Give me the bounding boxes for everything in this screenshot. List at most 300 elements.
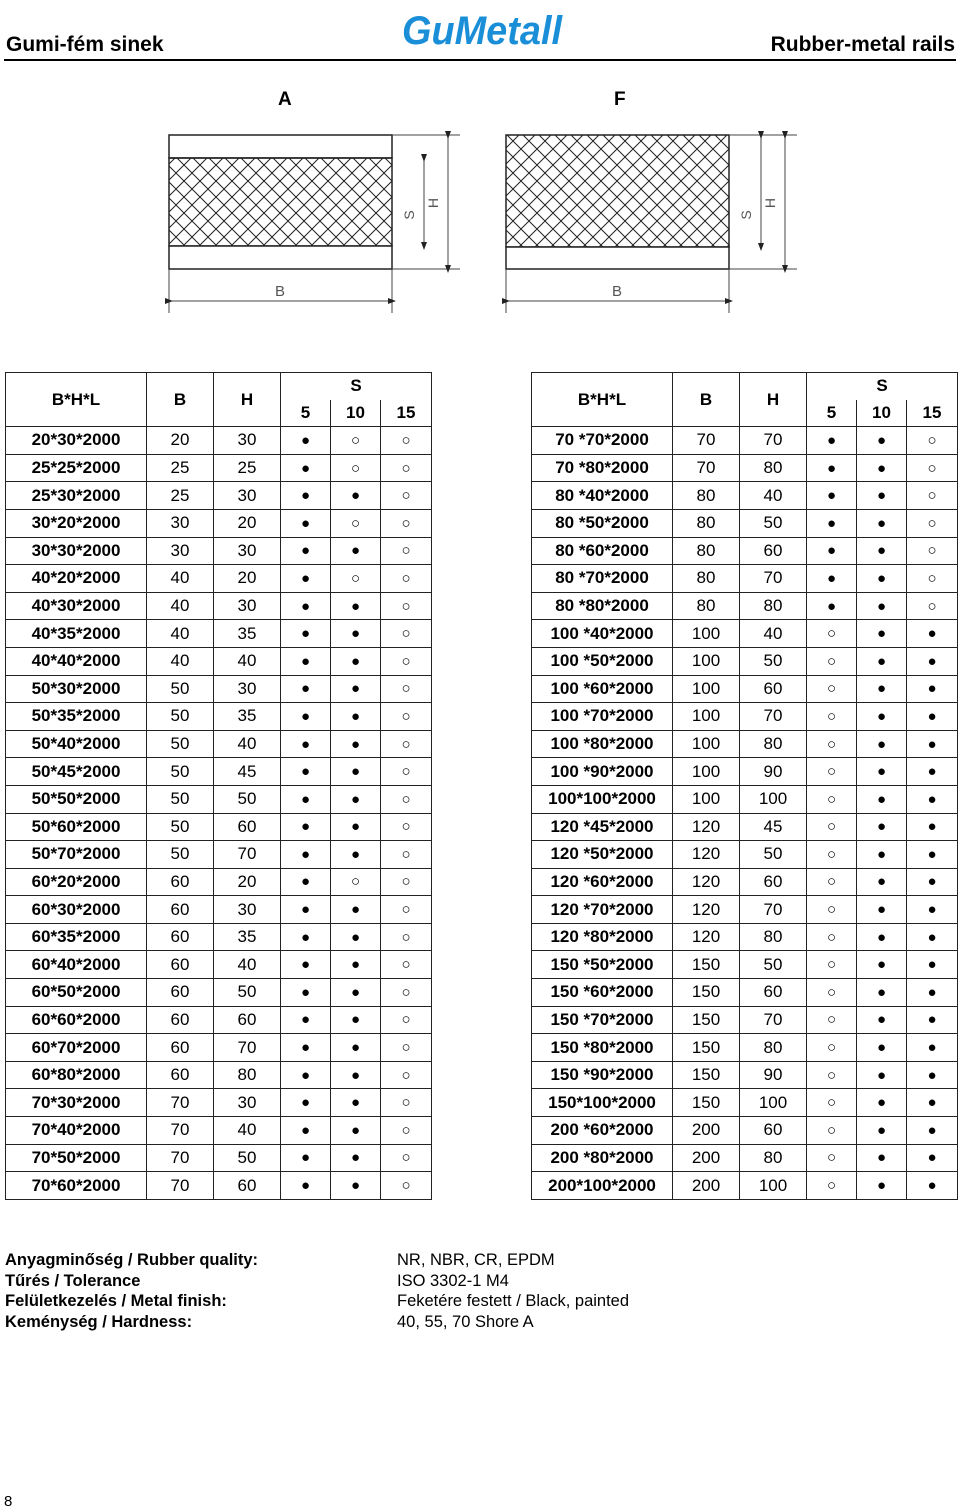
table-row — [532, 565, 958, 593]
table-row — [532, 979, 958, 1007]
cell-h: 45 — [214, 758, 281, 786]
table-row — [6, 1172, 432, 1200]
cell-b: 150 — [673, 951, 740, 979]
cell-b: 100 — [673, 785, 740, 813]
cell-h: 60 — [214, 1006, 281, 1034]
cell-h: 50 — [740, 509, 807, 537]
table-row — [532, 427, 958, 455]
cell-h: 60 — [740, 1117, 807, 1145]
cell-s5: ○ — [807, 1061, 857, 1089]
col-header-code: B*H*L — [6, 373, 147, 427]
cell-code: 100 *50*2000 — [532, 647, 673, 675]
cell-s15: ○ — [381, 951, 432, 979]
cell-s10: ● — [331, 923, 381, 951]
cell-code: 40*35*2000 — [6, 620, 147, 648]
cell-s5: ○ — [807, 730, 857, 758]
cell-b: 120 — [673, 868, 740, 896]
cell-code: 120 *80*2000 — [532, 923, 673, 951]
cell-h: 35 — [214, 923, 281, 951]
cell-h: 50 — [740, 951, 807, 979]
cell-b: 60 — [147, 1061, 214, 1089]
cell-s15: ○ — [381, 1006, 432, 1034]
table-row — [532, 509, 958, 537]
cell-s5: ● — [281, 841, 331, 869]
cell-s10: ● — [857, 592, 907, 620]
cell-s15: ○ — [907, 537, 958, 565]
cell-s5: ● — [281, 923, 331, 951]
cell-s15: ● — [907, 703, 958, 731]
col-header-s15: 15 — [381, 400, 432, 427]
table-row — [6, 813, 432, 841]
cell-b: 50 — [147, 703, 214, 731]
cell-b: 30 — [147, 509, 214, 537]
cell-s5: ● — [281, 537, 331, 565]
cell-s5: ● — [807, 565, 857, 593]
cell-code: 60*80*2000 — [6, 1061, 147, 1089]
cell-s15: ○ — [381, 675, 432, 703]
cell-s10: ● — [331, 1089, 381, 1117]
cell-code: 150 *90*2000 — [532, 1061, 673, 1089]
cell-s10: ● — [331, 896, 381, 924]
cell-code: 40*30*2000 — [6, 592, 147, 620]
cell-h: 60 — [740, 868, 807, 896]
cell-s10: ● — [857, 565, 907, 593]
cell-s5: ○ — [807, 703, 857, 731]
cell-code: 120 *70*2000 — [532, 896, 673, 924]
cell-h: 90 — [740, 758, 807, 786]
cell-s10: ○ — [331, 509, 381, 537]
cell-s5: ● — [281, 785, 331, 813]
cell-code: 70*60*2000 — [6, 1172, 147, 1200]
cell-code: 100 *70*2000 — [532, 703, 673, 731]
cell-s5: ● — [281, 509, 331, 537]
table-row — [6, 703, 432, 731]
table-row — [6, 1144, 432, 1172]
cell-b: 25 — [147, 454, 214, 482]
cell-s15: ● — [907, 758, 958, 786]
cell-code: 100 *90*2000 — [532, 758, 673, 786]
cell-s15: ○ — [381, 785, 432, 813]
col-header-s: S — [807, 373, 958, 400]
cell-s15: ● — [907, 1089, 958, 1117]
cell-code: 80 *80*2000 — [532, 592, 673, 620]
cell-b: 150 — [673, 1089, 740, 1117]
table-row — [532, 454, 958, 482]
cell-s5: ○ — [807, 1006, 857, 1034]
cell-s5: ○ — [807, 785, 857, 813]
cell-code: 70 *70*2000 — [532, 427, 673, 455]
dim-h-label: H — [762, 197, 778, 209]
cell-s10: ● — [331, 1117, 381, 1145]
cell-s5: ● — [281, 620, 331, 648]
cell-s5: ● — [281, 1172, 331, 1200]
cell-s5: ● — [807, 427, 857, 455]
cell-s10: ● — [857, 1117, 907, 1145]
spec-label: Anyagminőség / Rubber quality: — [5, 1251, 259, 1269]
cell-s15: ○ — [381, 1117, 432, 1145]
cell-s5: ● — [281, 482, 331, 510]
cell-s10: ○ — [331, 454, 381, 482]
cell-s5: ○ — [807, 647, 857, 675]
cell-s5: ○ — [807, 813, 857, 841]
rails-table-right — [531, 372, 958, 1200]
cell-code: 150 *70*2000 — [532, 1006, 673, 1034]
cell-b: 200 — [673, 1117, 740, 1145]
cell-code: 150 *60*2000 — [532, 979, 673, 1007]
cell-h: 100 — [740, 1089, 807, 1117]
cell-s10: ● — [857, 509, 907, 537]
cell-s10: ● — [331, 482, 381, 510]
cell-s10: ● — [857, 537, 907, 565]
cell-s5: ○ — [807, 675, 857, 703]
cell-b: 150 — [673, 1061, 740, 1089]
col-header-b: B — [147, 373, 214, 427]
cell-s5: ● — [281, 979, 331, 1007]
cell-s15: ○ — [381, 565, 432, 593]
table-row — [532, 896, 958, 924]
cell-h: 60 — [740, 675, 807, 703]
cell-code: 70*30*2000 — [6, 1089, 147, 1117]
cell-code: 40*40*2000 — [6, 647, 147, 675]
cell-s5: ○ — [807, 1117, 857, 1145]
cell-s15: ○ — [381, 509, 432, 537]
cell-s15: ● — [907, 1061, 958, 1089]
cell-s15: ○ — [381, 896, 432, 924]
cell-h: 70 — [740, 427, 807, 455]
cell-s5: ● — [807, 482, 857, 510]
cell-b: 50 — [147, 785, 214, 813]
cell-code: 150 *50*2000 — [532, 951, 673, 979]
cell-code: 40*20*2000 — [6, 565, 147, 593]
cell-h: 50 — [214, 785, 281, 813]
cell-h: 70 — [214, 841, 281, 869]
cell-b: 40 — [147, 592, 214, 620]
spec-value: ISO 3302-1 M4 — [397, 1271, 509, 1290]
cell-s15: ○ — [381, 923, 432, 951]
table-row — [532, 703, 958, 731]
cell-code: 150*100*2000 — [532, 1089, 673, 1117]
cell-b: 25 — [147, 482, 214, 510]
cell-s5: ● — [281, 1034, 331, 1062]
table-row — [532, 868, 958, 896]
table-row — [6, 647, 432, 675]
table-row — [6, 923, 432, 951]
cell-s10: ● — [331, 813, 381, 841]
cell-s10: ● — [857, 427, 907, 455]
table-row — [532, 647, 958, 675]
cell-b: 80 — [673, 565, 740, 593]
cell-s15: ○ — [381, 647, 432, 675]
table-row — [6, 1006, 432, 1034]
cell-s5: ○ — [807, 758, 857, 786]
cell-b: 60 — [147, 1006, 214, 1034]
cell-s10: ● — [331, 675, 381, 703]
cell-b: 50 — [147, 813, 214, 841]
cell-s10: ● — [331, 785, 381, 813]
drawing-f-cross-section — [497, 125, 807, 315]
cell-b: 120 — [673, 896, 740, 924]
cell-h: 25 — [214, 454, 281, 482]
cell-h: 70 — [740, 896, 807, 924]
cell-h: 60 — [214, 1172, 281, 1200]
cell-code: 80 *60*2000 — [532, 537, 673, 565]
cell-code: 80 *70*2000 — [532, 565, 673, 593]
cell-s5: ● — [281, 592, 331, 620]
table-row — [6, 785, 432, 813]
cell-b: 40 — [147, 620, 214, 648]
cell-code: 200 *60*2000 — [532, 1117, 673, 1145]
cell-s10: ● — [331, 758, 381, 786]
cell-s10: ● — [331, 592, 381, 620]
table-row — [6, 868, 432, 896]
cell-s15: ● — [907, 647, 958, 675]
cell-s15: ○ — [381, 1034, 432, 1062]
page-title-hu: Gumi-fém sinek — [6, 33, 164, 56]
table-row — [6, 841, 432, 869]
cell-h: 30 — [214, 427, 281, 455]
cell-s5: ● — [281, 1061, 331, 1089]
cell-s5: ○ — [807, 896, 857, 924]
cell-s15: ○ — [381, 758, 432, 786]
cell-s15: ● — [907, 1034, 958, 1062]
cell-code: 30*30*2000 — [6, 537, 147, 565]
cell-s15: ● — [907, 868, 958, 896]
spec-value: NR, NBR, CR, EPDM — [397, 1251, 555, 1269]
drawing-a-cross-section — [160, 125, 470, 315]
table-row — [6, 509, 432, 537]
cell-b: 60 — [147, 979, 214, 1007]
cell-s10: ● — [857, 1061, 907, 1089]
cell-code: 80 *40*2000 — [532, 482, 673, 510]
cell-code: 60*50*2000 — [6, 979, 147, 1007]
cell-s15: ○ — [381, 1089, 432, 1117]
cell-h: 80 — [740, 1034, 807, 1062]
cell-s10: ○ — [331, 427, 381, 455]
cell-b: 120 — [673, 813, 740, 841]
table-row — [532, 758, 958, 786]
cell-s5: ● — [281, 758, 331, 786]
table-row — [6, 979, 432, 1007]
table-row — [6, 427, 432, 455]
cell-code: 50*40*2000 — [6, 730, 147, 758]
cell-s10: ● — [331, 703, 381, 731]
dim-s-label: S — [401, 210, 417, 220]
dim-b-label: B — [611, 283, 623, 300]
cell-s5: ● — [281, 675, 331, 703]
cell-s10: ● — [857, 647, 907, 675]
cell-s15: ○ — [907, 454, 958, 482]
cell-h: 70 — [740, 1006, 807, 1034]
table-row — [6, 537, 432, 565]
table-row — [532, 730, 958, 758]
cell-s10: ● — [331, 537, 381, 565]
cell-s10: ● — [331, 1172, 381, 1200]
cell-s5: ○ — [807, 868, 857, 896]
cell-s15: ○ — [907, 482, 958, 510]
cell-s5: ● — [281, 813, 331, 841]
col-header-s10: 10 — [857, 400, 907, 427]
col-header-s10: 10 — [331, 400, 381, 427]
cell-h: 80 — [740, 592, 807, 620]
table-row — [6, 592, 432, 620]
cell-s10: ● — [857, 979, 907, 1007]
cell-h: 30 — [214, 675, 281, 703]
spec-value: 40, 55, 70 Shore A — [397, 1312, 534, 1331]
page-title-en: Rubber-metal rails — [770, 33, 955, 56]
cell-s15: ○ — [381, 454, 432, 482]
cell-s5: ● — [281, 454, 331, 482]
cell-h: 40 — [214, 1117, 281, 1145]
table-row — [6, 1089, 432, 1117]
cell-s10: ● — [857, 482, 907, 510]
cell-b: 100 — [673, 647, 740, 675]
cell-s15: ○ — [381, 1144, 432, 1172]
logo-text: GuMetall — [402, 9, 563, 50]
cell-s15: ○ — [381, 620, 432, 648]
cell-s10: ● — [857, 896, 907, 924]
cell-s15: ○ — [381, 427, 432, 455]
cell-s15: ● — [907, 841, 958, 869]
cell-s10: ● — [857, 923, 907, 951]
cell-s15: ● — [907, 923, 958, 951]
cell-s15: ○ — [381, 868, 432, 896]
cell-b: 100 — [673, 730, 740, 758]
dim-s-label: S — [738, 210, 754, 220]
cell-s15: ○ — [381, 979, 432, 1007]
cell-h: 80 — [740, 730, 807, 758]
table-row — [532, 482, 958, 510]
table-row — [6, 1117, 432, 1145]
cell-b: 50 — [147, 758, 214, 786]
cell-b: 150 — [673, 1006, 740, 1034]
table-row — [6, 454, 432, 482]
cell-s5: ● — [281, 951, 331, 979]
cell-s15: ● — [907, 675, 958, 703]
cell-code: 70*50*2000 — [6, 1144, 147, 1172]
dim-b-label: B — [274, 283, 286, 300]
cell-s15: ○ — [381, 1172, 432, 1200]
table-row — [532, 1061, 958, 1089]
cell-s10: ● — [857, 1144, 907, 1172]
cell-code: 150 *80*2000 — [532, 1034, 673, 1062]
cell-b: 40 — [147, 647, 214, 675]
cell-h: 70 — [740, 703, 807, 731]
cell-s10: ● — [857, 620, 907, 648]
cell-s5: ● — [281, 647, 331, 675]
cell-b: 120 — [673, 923, 740, 951]
col-header-s: S — [281, 373, 432, 400]
cell-b: 120 — [673, 841, 740, 869]
cell-s5: ● — [807, 454, 857, 482]
cell-h: 50 — [214, 1144, 281, 1172]
cell-s15: ○ — [381, 592, 432, 620]
cell-b: 60 — [147, 896, 214, 924]
cell-h: 100 — [740, 1172, 807, 1200]
cell-code: 60*40*2000 — [6, 951, 147, 979]
cell-code: 50*50*2000 — [6, 785, 147, 813]
cell-s5: ● — [281, 1144, 331, 1172]
table-row — [532, 675, 958, 703]
cell-code: 70 *80*2000 — [532, 454, 673, 482]
table-row — [6, 896, 432, 924]
table-row — [532, 1089, 958, 1117]
cell-code: 200*100*2000 — [532, 1172, 673, 1200]
cell-s15: ● — [907, 979, 958, 1007]
cell-s5: ● — [281, 427, 331, 455]
cell-s5: ○ — [807, 1034, 857, 1062]
table-row — [532, 1117, 958, 1145]
cell-code: 50*35*2000 — [6, 703, 147, 731]
cell-b: 80 — [673, 482, 740, 510]
header-divider — [4, 59, 956, 61]
cell-code: 50*30*2000 — [6, 675, 147, 703]
cell-s10: ● — [857, 703, 907, 731]
rails-table-left — [5, 372, 432, 1200]
cell-b: 100 — [673, 758, 740, 786]
cell-code: 50*70*2000 — [6, 841, 147, 869]
cell-code: 80 *50*2000 — [532, 509, 673, 537]
cell-b: 100 — [673, 675, 740, 703]
cell-b: 70 — [147, 1144, 214, 1172]
cell-s10: ● — [857, 758, 907, 786]
cell-h: 20 — [214, 509, 281, 537]
cell-s10: ● — [331, 1144, 381, 1172]
cell-s5: ● — [807, 592, 857, 620]
spec-label: Keménység / Hardness: — [5, 1312, 193, 1331]
col-header-code: B*H*L — [532, 373, 673, 427]
cell-code: 120 *60*2000 — [532, 868, 673, 896]
cell-h: 45 — [740, 813, 807, 841]
cell-s10: ● — [331, 730, 381, 758]
cell-s10: ● — [857, 1034, 907, 1062]
cell-s15: ● — [907, 785, 958, 813]
table-row — [532, 592, 958, 620]
table-row — [532, 1034, 958, 1062]
cell-s5: ● — [281, 1117, 331, 1145]
table-row — [6, 758, 432, 786]
cell-s15: ○ — [381, 1061, 432, 1089]
cell-h: 40 — [740, 482, 807, 510]
cell-s15: ● — [907, 730, 958, 758]
cell-s15: ○ — [381, 813, 432, 841]
col-header-s5: 5 — [281, 400, 331, 427]
cell-s10: ○ — [331, 565, 381, 593]
cell-b: 150 — [673, 1034, 740, 1062]
cell-b: 80 — [673, 592, 740, 620]
cell-h: 80 — [740, 454, 807, 482]
cell-h: 20 — [214, 868, 281, 896]
cell-h: 30 — [214, 896, 281, 924]
cell-s10: ● — [857, 1006, 907, 1034]
table-row — [532, 1172, 958, 1200]
cell-s10: ● — [857, 785, 907, 813]
table-row — [6, 1034, 432, 1062]
cell-s5: ● — [281, 703, 331, 731]
cell-b: 50 — [147, 730, 214, 758]
cell-b: 60 — [147, 923, 214, 951]
cell-s10: ● — [857, 951, 907, 979]
cell-s15: ● — [907, 1172, 958, 1200]
cell-b: 150 — [673, 979, 740, 1007]
page-number: 8 — [4, 1493, 13, 1510]
cell-h: 60 — [214, 813, 281, 841]
cell-b: 70 — [147, 1117, 214, 1145]
table-row — [6, 675, 432, 703]
cell-h: 30 — [214, 537, 281, 565]
cell-s15: ○ — [381, 730, 432, 758]
cell-h: 60 — [740, 537, 807, 565]
table-row — [532, 1006, 958, 1034]
